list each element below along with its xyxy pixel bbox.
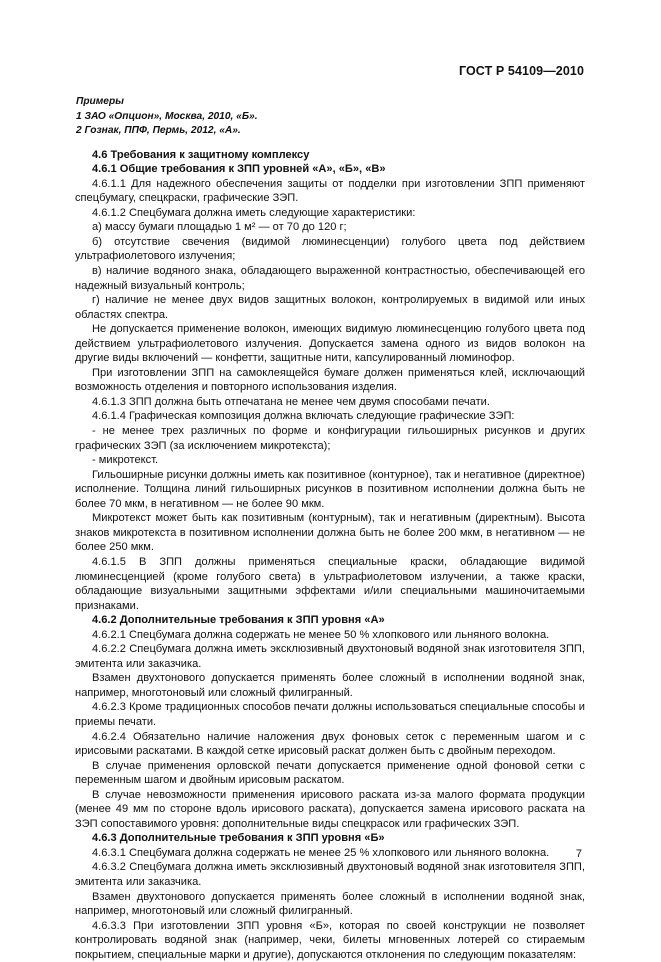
paragraph: 4.6.3.3 При изготовлении ЗПП уровня «Б», которая по своей конструкции не позволяет контролировать водяной знак (например, чеки, билеты мгновенных лотерей со стираемым покрытием, специальные марки и другие), допускаются отклонения по следующим показателям: — [75, 919, 585, 961]
paragraph: Гильоширные рисунки должны иметь как позитивное (контурное), так и негативное (директное) исполнение. Толщина линий гильоширных рисунков в позитивном исполнении должна быть не более 70 мкм, в негативном — не более 90 мкм. — [75, 468, 585, 510]
paragraph: Не допускается применение волокон, имеющих видимую люминесценцию голубого цвета под действием ультрафиолетового излучения. Допускается замена одного из видов волокон на другие виды включений — конфетти, защитные нити, капсулированный люминофор. — [75, 323, 585, 365]
page-number: 7 — [575, 848, 582, 860]
example-item: 2 Гознак, ППФ, Пермь, 2012, «А». — [76, 125, 241, 137]
paragraph: 4.6.3.1 Спецбумага должна содержать не менее 25 % хлопкового или льняного волокна. — [92, 846, 550, 859]
standard-header: ГОСТ Р 54109—2010 — [458, 64, 584, 78]
section-heading-4-6-2: 4.6.2 Дополнительные требования к ЗПП уровня «А» — [92, 614, 385, 627]
paragraph: Взамен двухтонового допускается применять более сложный в исполнении водяной знак, например, многотоновый или сложный филигранный. — [75, 672, 585, 699]
paragraph: 4.6.3.2 Спецбумага должна иметь эксклюзивный двухтоновый водяной знак изготовителя ЗПП, эмитента или заказчика. — [75, 861, 585, 888]
document-body — [75, 95, 585, 962]
paragraph: 4.6.2.2 Спецбумага должна иметь эксклюзивный двухтоновый водяной знак изготовителя ЗПП, эмитента или заказчика. — [75, 643, 585, 670]
paragraph: 4.6.2.4 Обязательно наличие наложения двух фоновых сеток с переменным шагом и с ирисовыми раскатами. В каждой сетке ирисовый раскат должен быть с двойным переходом. — [75, 730, 585, 758]
section-heading-4-6-1: 4.6.1 Общие требования к ЗПП уровней «А», «Б», «В» — [92, 163, 386, 176]
paragraph: При изготовлении ЗПП на самоклеящейся бумаге должен применяться клей, исключающий возможность отделения и повторного использования изделия. — [75, 366, 585, 394]
paragraph: 4.6.2.3 Кроме традиционных способов печати должны использоваться специальные способы и приемы печати. — [75, 701, 585, 728]
list-item: в) наличие водяного знака, обладающего выраженной контрастностью, обеспечивающей его надежный визуальный контроль; — [75, 265, 585, 292]
list-item: - микротекст. — [92, 454, 159, 467]
list-item: б) отсутствие свечения (видимой люминесценции) голубого цвета под действием ультрафиолетового излучения; — [75, 235, 585, 263]
paragraph: 4.6.1.4 Графическая композиция должна включать следующие графические ЗЭП: — [92, 410, 515, 423]
paragraph: 4.6.1.3 ЗПП должна быть отпечатана не менее чем двумя способами печати. — [92, 395, 490, 408]
section-heading-4-6-3: 4.6.3 Дополнительные требования к ЗПП уровня «Б» — [92, 832, 385, 845]
paragraph: В случае применения орловской печати допускается применение одной фоновой сетки с переменным шагом и двойным ирисовым раскатом. — [75, 759, 585, 787]
paragraph: Взамен двухтонового допускается применять более сложный в исполнении водяной знак, например, многотоновый или сложный филигранный. — [75, 890, 585, 918]
paragraph: 4.6.1.2 Спецбумага должна иметь следующие характеристики: — [92, 206, 416, 219]
paragraph: 4.6.1.5 В ЗПП должны применяться специальные краски, обладающие видимой люминесценцией (кроме голубого света) в ультрафиолетовом излучении, а также краски, обладающие визуальными защитными эффектами и/или специальными машиночитаемыми признаками. — [75, 555, 585, 612]
paragraph: 4.6.1.1 Для надежного обеспечения защиты от подделки при изготовлении ЗПП применяют спецбумагу, спецкраски, графические ЗЭП. — [75, 177, 585, 205]
list-item: - не менее трех различных по форме и конфигурации гильоширных рисунков и других графических ЗЭП (за исключением микротекста); — [75, 425, 585, 452]
paragraph: Микротекст может быть как позитивным (контурным), так и негативным (директным). Высота знаков микротекста в позитивном исполнении должна быть не более 200 мкм, в негативном — не более 250 мкм. — [75, 512, 585, 554]
list-item: а) массу бумаги площадью 1 м² — от 70 до 120 г; — [92, 221, 347, 234]
section-heading-4-6: 4.6 Требования к защитному комплексу — [92, 148, 310, 161]
list-item: г) наличие не менее двух видов защитных волокон, контролируемых в видимой или иных областях спектра. — [75, 294, 585, 321]
example-item: 1 ЗАО «Опцион», Москва, 2010, «Б». — [76, 110, 258, 122]
paragraph: В случае невозможности применения ирисового раската из-за малого формата продукции (менее 49 мм по стороне вдоль ирисового раската), допускается замена ирисового раската на ЗЭП сопоставимого уровня: дополнительные виды спецкрасок или графических ЗЭП. — [75, 788, 585, 830]
paragraph: 4.6.2.1 Спецбумага должна содержать не менее 50 % хлопкового или льняного волокна. — [92, 628, 550, 641]
examples-heading: Примеры — [76, 96, 124, 107]
